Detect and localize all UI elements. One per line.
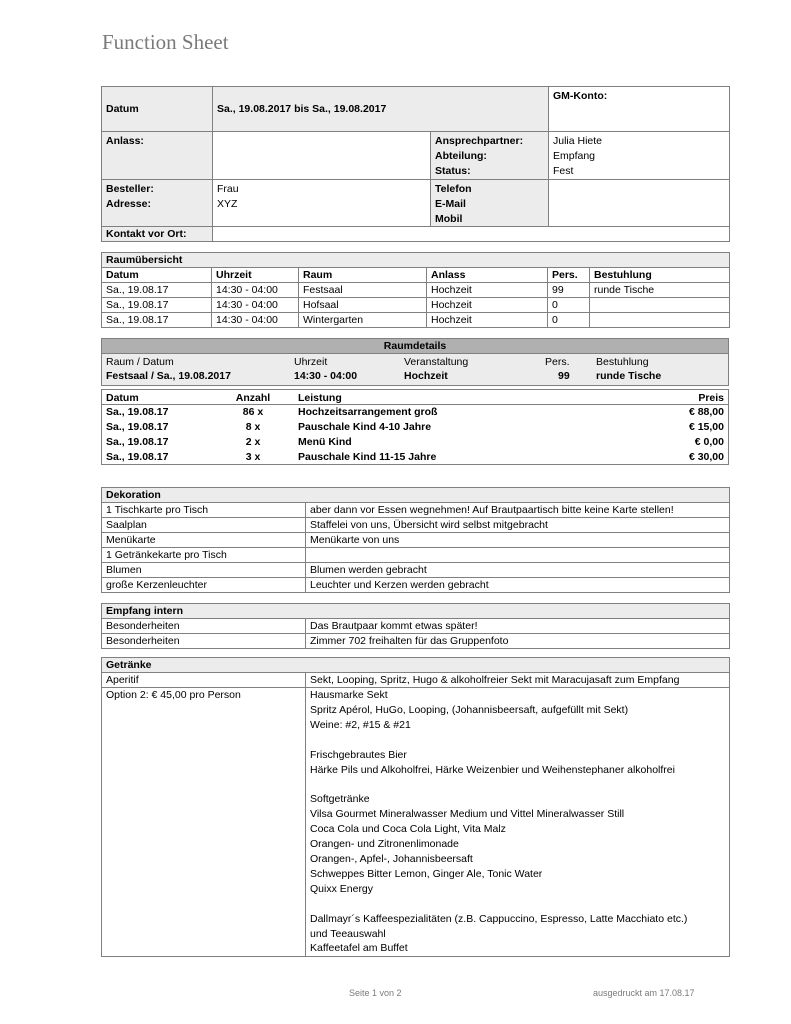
table-cell: Leuchter und Kerzen werden gebracht: [306, 578, 730, 593]
table-cell: Zimmer 702 freihalten für das Gruppenfoto: [306, 634, 730, 649]
table-cell: 1 Getränkekarte pro Tisch: [102, 548, 306, 563]
option-line: Quixx Energy: [310, 882, 374, 895]
dekoration-table: [101, 487, 730, 593]
print-date: ausgedruckt am 17.08.17: [593, 988, 695, 998]
table-cell: runde Tische: [590, 283, 730, 298]
table-cell: Hochzeit: [427, 313, 548, 328]
table-row: [102, 420, 728, 435]
datum-value: Sa., 19.08.2017 bis Sa., 19.08.2017: [213, 87, 549, 132]
table-cell: Blumen werden gebracht: [306, 563, 730, 578]
column-header: Pers.: [548, 268, 590, 283]
column-header: Raum: [299, 268, 427, 283]
table-cell: Wintergarten: [299, 313, 427, 328]
raumdetails-box: [101, 338, 729, 386]
table-cell: Das Brautpaar kommt etwas später!: [306, 619, 730, 634]
table-cell: 99: [548, 283, 590, 298]
option-line: Vilsa Gourmet Mineralwasser Medium und Vittel Mineralwasser Still: [310, 808, 625, 821]
telefon-label: Telefon: [435, 182, 472, 195]
table-cell: [590, 313, 730, 328]
leistungen-header-row: [102, 391, 728, 405]
table-cell: 0: [548, 313, 590, 328]
table-cell: Hofsaal: [299, 298, 427, 313]
raumuebersicht-table: [101, 252, 730, 328]
table-cell: Menükarte: [102, 533, 306, 548]
besteller-label: Besteller:: [106, 182, 154, 195]
raumdetails-value: Festsaal / Sa., 19.08.2017: [106, 370, 231, 382]
table-row: [102, 533, 730, 548]
empfang-title: Empfang intern: [102, 604, 730, 619]
option-line: [310, 897, 725, 912]
kontakt-label: Kontakt vor Ort:: [102, 227, 213, 242]
table-row: [102, 578, 730, 593]
table-row: [102, 634, 730, 649]
raumdetails-value: runde Tische: [596, 370, 662, 382]
option-lines: [306, 688, 730, 957]
column-header: Datum: [106, 392, 139, 404]
table-cell: Hochzeit: [427, 283, 548, 298]
raumdetails-value: Hochzeit: [404, 370, 448, 382]
status-value: Fest: [553, 164, 574, 177]
table-cell: Sa., 19.08.17: [102, 283, 212, 298]
column-header: Datum: [102, 268, 212, 283]
kontakt-value: [213, 227, 730, 242]
table-cell: Pauschale Kind 4-10 Jahre: [298, 421, 432, 433]
aperitif-label: Aperitif: [102, 673, 306, 688]
table-cell: 14:30 - 04:00: [212, 313, 299, 328]
dekoration-title: Dekoration: [102, 488, 730, 503]
table-cell: Festsaal: [299, 283, 427, 298]
aperitif-value: Sekt, Looping, Spritz, Hugo & alkoholfreier Sekt mit Maracujasaft zum Empfang: [306, 673, 730, 688]
raumuebersicht-header-row: [102, 268, 730, 283]
empfang-table: [101, 603, 730, 649]
anlass-label: Anlass:: [102, 132, 213, 180]
getraenke-title: Getränke: [102, 658, 730, 673]
page-number: Seite 1 von 2: [349, 988, 402, 998]
ansprechpartner-value: Julia Hiete: [553, 135, 603, 147]
table-row: [102, 405, 728, 420]
table-cell: Menükarte von uns: [306, 533, 730, 548]
option-line: [310, 777, 725, 792]
option-line: Härke Pils und Alkoholfrei, Härke Weizenbier und Weihenstephaner alkoholfrei: [310, 763, 675, 776]
table-cell: Hochzeitsarrangement groß: [298, 406, 438, 418]
status-label: Status:: [435, 164, 471, 177]
table-row: [102, 503, 730, 518]
column-header: Bestuhlung: [590, 268, 730, 283]
table-cell: Sa., 19.08.17: [102, 298, 212, 313]
option-line: Spritz Apérol, HuGo, Looping, (Johannisbeersaft, aufgefüllt mit Sekt): [310, 703, 629, 716]
raumdetails-value: 99: [558, 370, 570, 382]
table-cell: Besonderheiten: [102, 634, 306, 649]
table-cell: [590, 298, 730, 313]
phone-labels: [431, 179, 549, 227]
divider: [102, 404, 728, 405]
table-cell: Pauschale Kind 11-15 Jahre: [298, 451, 437, 463]
option-line: Schweppes Bitter Lemon, Ginger Ale, Tonic Water: [310, 867, 543, 880]
raumuebersicht-title: Raumübersicht: [102, 253, 730, 268]
table-cell: Hochzeit: [427, 298, 548, 313]
getraenke-table: [101, 657, 730, 957]
table-row: [102, 688, 730, 957]
table-cell: 0: [548, 298, 590, 313]
table-cell: Sa., 19.08.17: [102, 313, 212, 328]
option-line: Hausmarke Sekt: [310, 689, 388, 701]
option-line: Dallmayr´s Kaffeespezialitäten (z.B. Cappuccino, Espresso, Latte Macchiato etc.): [310, 912, 688, 925]
raumdetails-label: Bestuhlung: [596, 356, 649, 368]
table-row: [102, 313, 730, 328]
table-cell: 14:30 - 04:00: [212, 298, 299, 313]
table-cell: € 0,00: [694, 436, 724, 448]
table-row: [102, 518, 730, 533]
table-cell: große Kerzenleuchter: [102, 578, 306, 593]
table-cell: 86 x: [242, 406, 264, 418]
table-cell: aber dann vor Essen wegnehmen! Auf Brautpaartisch bitte keine Karte stellen!: [306, 503, 730, 518]
phone-values: [549, 179, 730, 227]
table-cell: 1 Tischkarte pro Tisch: [102, 503, 306, 518]
adresse-value: XYZ: [217, 197, 238, 210]
besteller-labels: [102, 179, 213, 227]
option-line: Softgetränke: [310, 793, 370, 806]
raumdetails-label: Veranstaltung: [404, 356, 469, 368]
table-cell: 8 x: [245, 421, 261, 433]
table-cell: € 30,00: [688, 451, 724, 463]
contact-values: [549, 132, 730, 180]
adresse-label: Adresse:: [106, 197, 151, 210]
table-cell: 14:30 - 04:00: [212, 283, 299, 298]
table-cell: 2 x: [245, 436, 261, 448]
table-cell: Saalplan: [102, 518, 306, 533]
option-line: Frischgebrautes Bier: [310, 748, 407, 761]
gm-konto-label: GM-Konto:: [549, 87, 730, 132]
mobil-label: Mobil: [435, 212, 463, 225]
besteller-values: [213, 179, 431, 227]
abteilung-label: Abteilung:: [435, 149, 487, 162]
column-header: Anzahl: [235, 392, 271, 404]
raumdetails-title: Raumdetails: [102, 339, 728, 354]
anlass-value: [213, 132, 431, 180]
header-table: [101, 86, 730, 242]
option-line: [310, 733, 725, 748]
table-cell: € 15,00: [688, 421, 724, 433]
option-line: Kaffeetafel am Buffet: [310, 942, 408, 955]
option-line: Orangen-, Apfel-, Johannisbeersaft: [310, 852, 473, 865]
raumdetails-label: Uhrzeit: [294, 356, 328, 368]
column-header: Preis: [698, 392, 724, 404]
ansprechpartner-label: Ansprechpartner:: [435, 135, 524, 147]
table-row: [102, 450, 728, 465]
table-cell: 3 x: [245, 451, 261, 463]
table-row: [102, 563, 730, 578]
page-title: Function Sheet: [102, 30, 229, 54]
table-row: [102, 283, 730, 298]
table-row: [102, 673, 730, 688]
datum-label: Datum: [102, 87, 213, 132]
column-header: Leistung: [298, 392, 342, 404]
raumdetails-label: Pers.: [545, 356, 570, 368]
option-line: und Teeauswahl: [310, 927, 386, 940]
table-row: [102, 548, 730, 563]
leistungen-table: [102, 391, 728, 465]
raumdetails-value: 14:30 - 04:00: [294, 370, 358, 382]
leistungen-box: [101, 389, 729, 465]
option-line: Coca Cola und Coca Cola Light, Vita Malz: [310, 823, 506, 836]
table-cell: Sa., 19.08.17: [106, 421, 169, 433]
table-cell: Sa., 19.08.17: [106, 451, 169, 463]
raumdetails-label: Raum / Datum: [106, 356, 174, 368]
table-cell: Sa., 19.08.17: [106, 406, 169, 418]
table-cell: Besonderheiten: [102, 619, 306, 634]
table-row: [102, 435, 728, 450]
table-cell: [306, 548, 730, 563]
table-cell: Blumen: [102, 563, 306, 578]
column-header: Anlass: [427, 268, 548, 283]
besteller-value: Frau: [217, 182, 239, 195]
email-label: E-Mail: [435, 197, 466, 210]
option-label: Option 2: € 45,00 pro Person: [102, 688, 306, 957]
abteilung-value: Empfang: [553, 149, 596, 162]
table-row: [102, 619, 730, 634]
table-cell: € 88,00: [688, 406, 724, 418]
column-header: Uhrzeit: [212, 268, 299, 283]
contact-labels: [431, 132, 549, 180]
table-cell: Menü Kind: [298, 436, 352, 448]
option-line: Orangen- und Zitronenlimonade: [310, 838, 459, 851]
table-cell: Sa., 19.08.17: [106, 436, 169, 448]
table-row: [102, 298, 730, 313]
table-cell: Staffelei von uns, Übersicht wird selbst mitgebracht: [306, 518, 730, 533]
option-line: Weine: #2, #15 & #21: [310, 718, 411, 731]
